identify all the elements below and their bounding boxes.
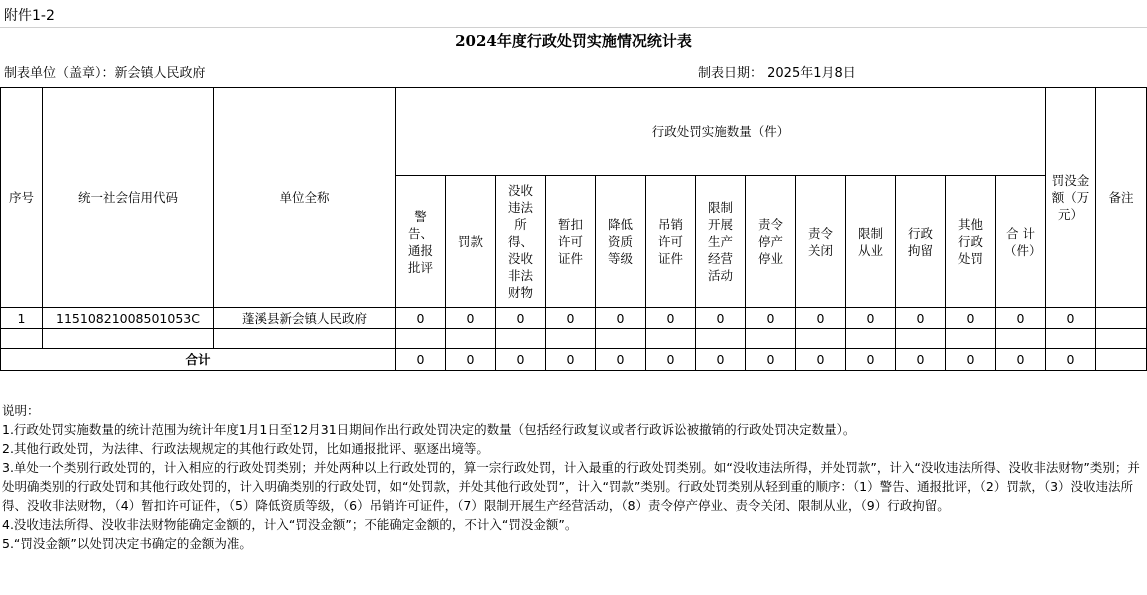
header-remark: 备注: [1096, 88, 1147, 308]
cell-value: 0: [446, 308, 496, 329]
header-col: 责令关闭: [796, 176, 846, 308]
cell-value: 0: [946, 308, 996, 329]
total-value: 0: [1046, 349, 1096, 371]
cell-value: 0: [646, 308, 696, 329]
cell-seq: 1: [1, 308, 43, 329]
header-col: 限制从业: [846, 176, 896, 308]
cell-value: 0: [796, 308, 846, 329]
total-value: 0: [646, 349, 696, 371]
header-col: 吊销许可证件: [646, 176, 696, 308]
cell-value: 0: [896, 308, 946, 329]
header-col: 其他行政处罚: [946, 176, 996, 308]
cell-unit-name: 蓬溪县新会镇人民政府: [214, 308, 396, 329]
annex-label: 附件1-2: [4, 8, 55, 24]
cell-credit-code: 11510821008501053C: [43, 308, 214, 329]
total-value: 0: [796, 349, 846, 371]
total-value: 0: [896, 349, 946, 371]
date-label: 制表日期： 2025年1月8日: [698, 66, 856, 81]
note-item: 4.没收违法所得、没收非法财物能确定金额的，计入“罚没金额”；不能确定金额的，不计入“罚没金额”。: [2, 517, 578, 532]
cell-value: 0: [496, 308, 546, 329]
header-unit-name: 单位全称: [214, 88, 396, 308]
header-col: 行政拘留: [896, 176, 946, 308]
header-fine-amount: 罚没金额（万元）: [1046, 88, 1096, 308]
notes-section: [2, 401, 1142, 553]
total-value: 0: [746, 349, 796, 371]
total-value: 0: [446, 349, 496, 371]
cell-value: 0: [846, 308, 896, 329]
header-col: 责令停产停业: [746, 176, 796, 308]
unit-label: 制表单位（盖章）：新会镇人民政府: [4, 66, 206, 81]
header-penalty-count: 行政处罚实施数量（件）: [396, 88, 1046, 176]
cell-remark: [1096, 308, 1147, 329]
header-seq: 序号: [1, 88, 43, 308]
total-value: 0: [396, 349, 446, 371]
total-value: 0: [846, 349, 896, 371]
total-value: 0: [946, 349, 996, 371]
header-credit-code: 统一社会信用代码: [43, 88, 214, 308]
header-col: 罚款: [446, 176, 496, 308]
statistics-table: [0, 87, 1147, 371]
total-value: 0: [996, 349, 1046, 371]
header-col: 合 计（件）: [996, 176, 1046, 308]
total-row: [1, 349, 1147, 371]
total-label: 合计: [1, 349, 396, 371]
note-item: 1.行政处罚实施数量的统计范围为统计年度1月1日至12月31日期间作出行政处罚决定的数量（包括经行政复议或者行政诉讼被撤销的行政处罚决定数量）。: [2, 422, 856, 437]
header-col: 警告、通报批评: [396, 176, 446, 308]
cell-value: 0: [396, 308, 446, 329]
note-item: 3.单处一个类别行政处罚的，计入相应的行政处罚类别；并处两种以上行政处罚的，算一宗行政处罚，计入最重的行政处罚类别。如“没收违法所得，并处罚款”，计入“没收违法所得、没收非法财物”类别；并处明确类别的行政处罚和其他行政处罚的，计入明确类别的行政处罚，如“处罚款，并处其他行政处罚”，计入“罚款”类别。行政处罚类别从轻到重的顺序：（1）警告、通报批评，（2）罚款，（3）没收违法所得、没收非法财物，（4）暂扣许可证件，（5）降低资质等级，（6）吊销许可证件，（7）限制开展生产经营活动，（8）责令停产停业、责令关闭、限制从业，（9）行政拘留。: [2, 460, 1140, 513]
page-title: 2024年度行政处罚实施情况统计表: [455, 32, 692, 50]
total-value: 0: [696, 349, 746, 371]
cell-value: 0: [546, 308, 596, 329]
header-col: 降低资质等级: [596, 176, 646, 308]
cell-value: 0: [996, 308, 1046, 329]
cell-value: 0: [696, 308, 746, 329]
note-item: 5.“罚没金额”以处罚决定书确定的金额为准。: [2, 536, 252, 551]
notes-heading: 说明：: [2, 403, 40, 418]
total-value: 0: [596, 349, 646, 371]
table-row: [1, 308, 1147, 329]
header-col: 暂扣许可证件: [546, 176, 596, 308]
total-remark: [1096, 349, 1147, 371]
header-col: 没收违法所得、没收非法财物: [496, 176, 546, 308]
table-row-empty: [1, 329, 1147, 349]
cell-value: 0: [596, 308, 646, 329]
cell-value: 0: [1046, 308, 1096, 329]
note-item: 2.其他行政处罚，为法律、行政法规规定的其他行政处罚，比如通报批评、驱逐出境等。: [2, 441, 489, 456]
total-value: 0: [496, 349, 546, 371]
cell-value: 0: [746, 308, 796, 329]
total-value: 0: [546, 349, 596, 371]
header-col: 限制开展生产经营活动: [696, 176, 746, 308]
divider: [0, 27, 1147, 28]
